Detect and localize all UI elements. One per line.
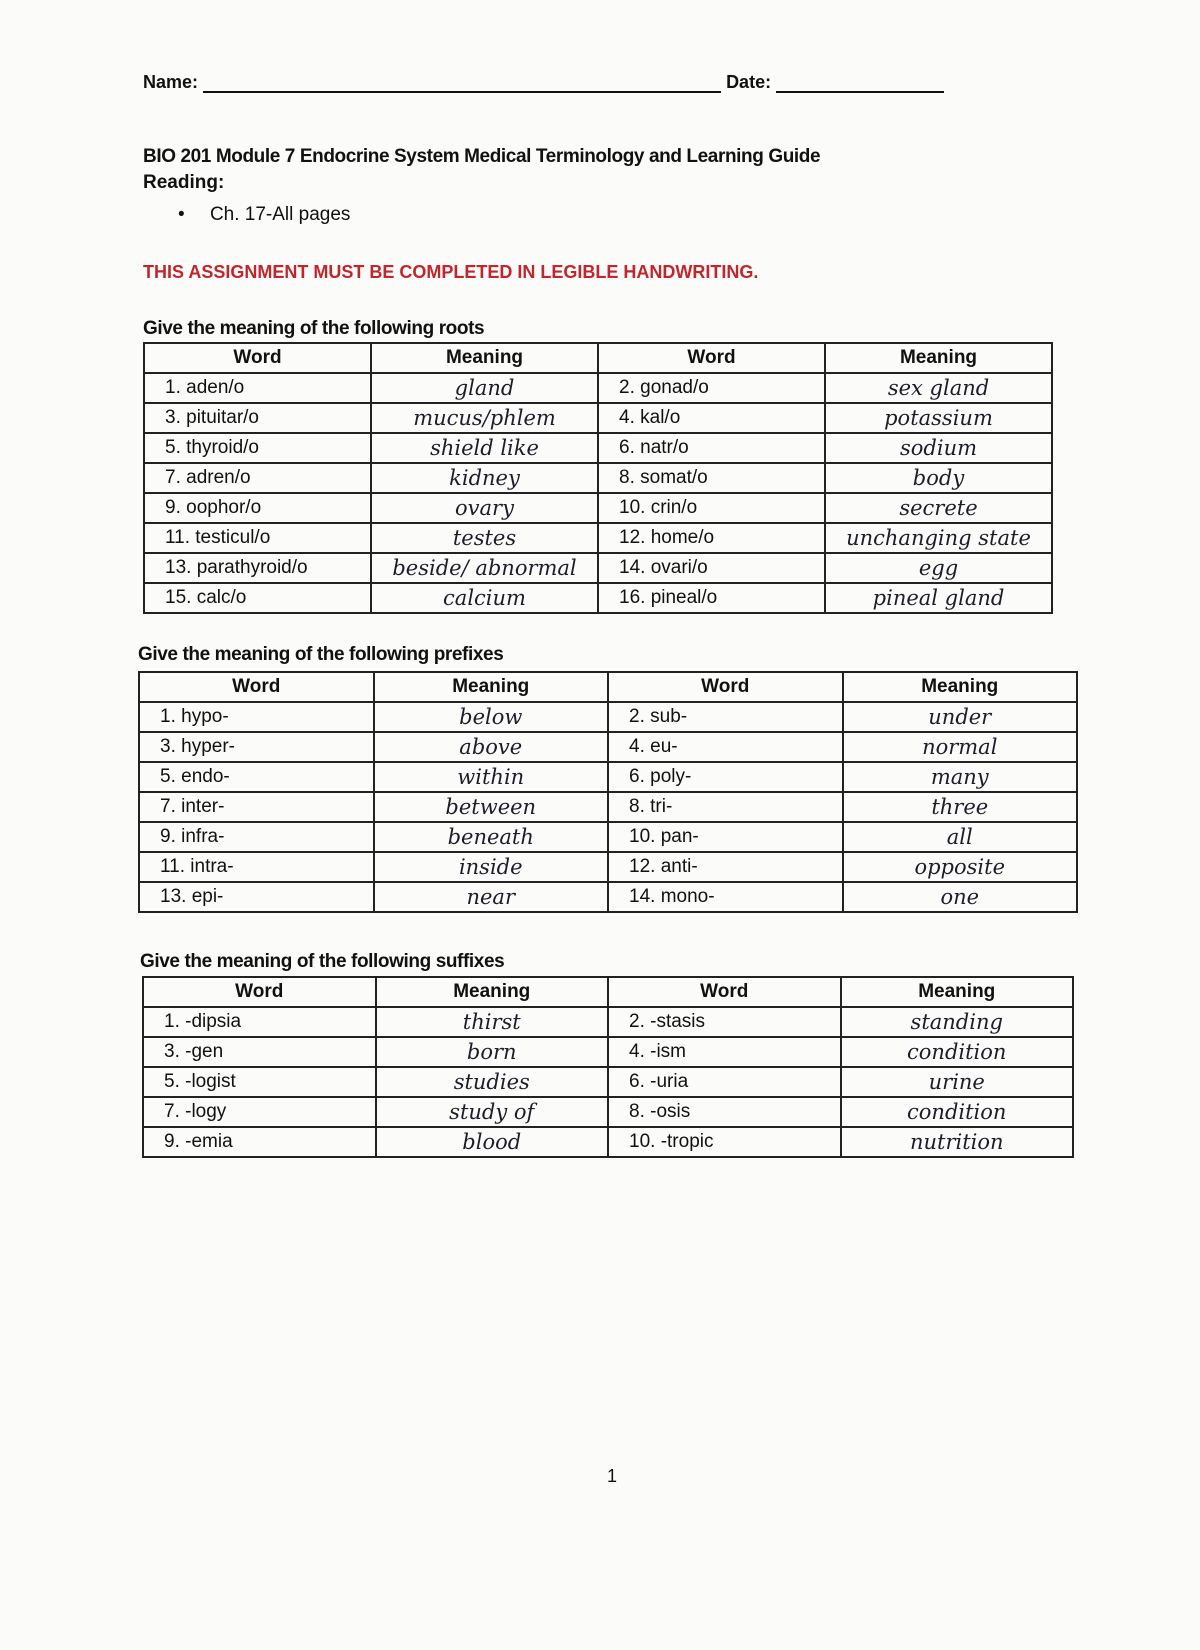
table-row [143,1097,1073,1127]
meaning-cell: thirst [376,1007,609,1037]
meaning-cell: above [374,732,609,762]
page-number: 1 [607,1466,618,1486]
column-header: Word [143,977,376,1007]
word-cell: 7. adren/o [144,463,371,493]
meaning-cell: calcium [371,583,598,613]
name-label: Name: [143,72,199,92]
meaning-cell: near [374,882,609,912]
column-header: Word [598,343,825,373]
meaning-cell: urine [841,1067,1074,1097]
table-row [139,762,1077,792]
word-cell: 5. thyroid/o [144,433,371,463]
meaning-cell: shield like [371,433,598,463]
table-row [143,1007,1073,1037]
word-cell: 3. -gen [143,1037,376,1067]
roots-table [143,342,1053,614]
word-cell: 1. hypo- [139,702,374,732]
word-cell: 11. intra- [139,852,374,882]
meaning-cell: opposite [843,852,1078,882]
table-row [144,403,1052,433]
reading-label: Reading: [143,172,225,193]
table-row [144,553,1052,583]
meaning-cell: nutrition [841,1127,1074,1157]
word-cell: 1. -dipsia [143,1007,376,1037]
word-cell: 2. sub- [608,702,843,732]
table-row [139,792,1077,822]
column-header: Word [139,672,374,702]
date-line [776,73,944,93]
word-cell: 4. -ism [608,1037,841,1067]
suffixes-table [142,976,1074,1158]
word-cell: 2. gonad/o [598,373,825,403]
word-cell: 8. somat/o [598,463,825,493]
name-field [143,72,944,93]
meaning-cell: secrete [825,493,1052,523]
table-row [143,1037,1073,1067]
word-cell: 3. hyper- [139,732,374,762]
meaning-cell: body [825,463,1052,493]
column-header: Meaning [825,343,1052,373]
meaning-cell: pineal gland [825,583,1052,613]
column-header: Meaning [371,343,598,373]
table-row [139,822,1077,852]
meaning-cell: many [843,762,1078,792]
table-row [139,702,1077,732]
meaning-cell: within [374,762,609,792]
meaning-cell: below [374,702,609,732]
meaning-cell: beneath [374,822,609,852]
bullet-icon: • [178,204,185,225]
word-cell: 7. inter- [139,792,374,822]
word-cell: 13. epi- [139,882,374,912]
column-header: Word [608,672,843,702]
table-row [143,1127,1073,1157]
word-cell: 15. calc/o [144,583,371,613]
word-cell: 9. -emia [143,1127,376,1157]
word-cell: 3. pituitar/o [144,403,371,433]
meaning-cell: potassium [825,403,1052,433]
word-cell: 13. parathyroid/o [144,553,371,583]
word-cell: 9. infra- [139,822,374,852]
meaning-cell: normal [843,732,1078,762]
meaning-cell: ovary [371,493,598,523]
meaning-cell: between [374,792,609,822]
meaning-cell: unchanging state [825,523,1052,553]
meaning-cell: studies [376,1067,609,1097]
table-row [143,1067,1073,1097]
word-cell: 8. -osis [608,1097,841,1127]
column-header: Meaning [841,977,1074,1007]
header-row [143,977,1073,1007]
prefixes-table [138,671,1078,913]
meaning-cell: one [843,882,1078,912]
table-row [144,583,1052,613]
word-cell: 14. ovari/o [598,553,825,583]
suffixes-title: Give the meaning of the following suffixes [140,951,505,972]
meaning-cell: study of [376,1097,609,1127]
table-row [144,523,1052,553]
table-row [139,882,1077,912]
meaning-cell: standing [841,1007,1074,1037]
meaning-cell: blood [376,1127,609,1157]
meaning-cell: three [843,792,1078,822]
word-cell: 6. natr/o [598,433,825,463]
meaning-cell: testes [371,523,598,553]
meaning-cell: inside [374,852,609,882]
meaning-cell: sex gland [825,373,1052,403]
prefixes-title: Give the meaning of the following prefixes [138,644,504,665]
word-cell: 12. anti- [608,852,843,882]
column-header: Meaning [374,672,609,702]
table-row [144,433,1052,463]
table-row [144,463,1052,493]
word-cell: 12. home/o [598,523,825,553]
meaning-cell: kidney [371,463,598,493]
table-row [144,373,1052,403]
word-cell: 9. oophor/o [144,493,371,523]
reading-list-item: • Ch. 17-All pages [178,204,351,225]
meaning-cell: born [376,1037,609,1067]
word-cell: 5. endo- [139,762,374,792]
table-row [144,493,1052,523]
word-cell: 6. -uria [608,1067,841,1097]
document-title: BIO 201 Module 7 Endocrine System Medical Terminology and Learning Guide [143,146,821,167]
word-cell: 14. mono- [608,882,843,912]
word-cell: 8. tri- [608,792,843,822]
meaning-cell: all [843,822,1078,852]
header-row [139,672,1077,702]
word-cell: 1. aden/o [144,373,371,403]
header-row [144,343,1052,373]
table-row [139,852,1077,882]
meaning-cell: condition [841,1037,1074,1067]
word-cell: 2. -stasis [608,1007,841,1037]
word-cell: 11. testicul/o [144,523,371,553]
word-cell: 5. -logist [143,1067,376,1097]
column-header: Meaning [843,672,1078,702]
word-cell: 7. -logy [143,1097,376,1127]
table-row [139,732,1077,762]
meaning-cell: mucus/phlem [371,403,598,433]
word-cell: 10. crin/o [598,493,825,523]
column-header: Meaning [376,977,609,1007]
meaning-cell: sodium [825,433,1052,463]
word-cell: 10. -tropic [608,1127,841,1157]
word-cell: 4. eu- [608,732,843,762]
meaning-cell: gland [371,373,598,403]
word-cell: 6. poly- [608,762,843,792]
word-cell: 16. pineal/o [598,583,825,613]
meaning-cell: under [843,702,1078,732]
word-cell: 10. pan- [608,822,843,852]
date-label: Date: [726,72,772,92]
word-cell: 4. kal/o [598,403,825,433]
roots-title: Give the meaning of the following roots [143,318,485,339]
meaning-cell: beside/ abnormal [371,553,598,583]
column-header: Word [144,343,371,373]
column-header: Word [608,977,841,1007]
meaning-cell: egg [825,553,1052,583]
meaning-cell: condition [841,1097,1074,1127]
handwriting-warning: THIS ASSIGNMENT MUST BE COMPLETED IN LEGIBLE HANDWRITING. [143,262,759,282]
name-line [203,73,721,93]
